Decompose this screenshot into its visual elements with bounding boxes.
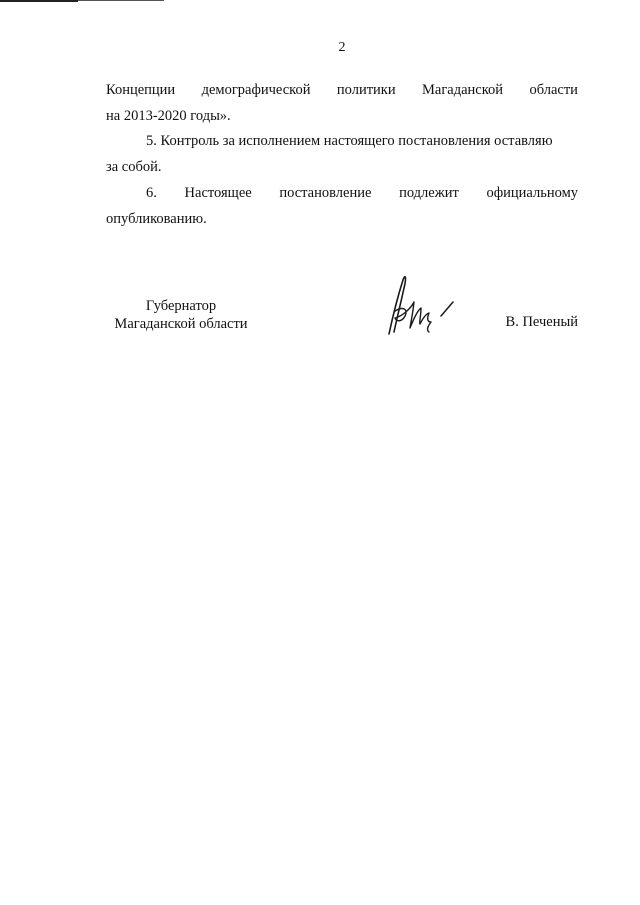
handwritten-signature (383, 272, 458, 338)
word: Настоящее (184, 185, 252, 201)
signer-name: В. Печеный (505, 314, 578, 330)
paragraph-concept (106, 77, 578, 129)
paragraph-publication-clause (106, 180, 578, 232)
paragraph-line: за собой. (106, 159, 162, 175)
word: подлежит (399, 185, 459, 201)
word: области (529, 82, 578, 98)
word: политики (336, 82, 396, 98)
word: постановление (279, 185, 372, 201)
word: Магаданской (422, 82, 504, 98)
paragraph-line (106, 180, 578, 206)
paragraph-line: на 2013-2020 годы». (106, 108, 231, 124)
header-rule (0, 0, 78, 2)
word: демографической (201, 82, 311, 98)
signatory-title (106, 297, 256, 333)
word: 6. (146, 185, 157, 201)
paragraph-line (106, 77, 578, 103)
word: официальному (486, 185, 578, 201)
header-rule-thin (78, 0, 164, 1)
signatory-title-line: Магаданской области (114, 316, 248, 332)
word: Концепции (106, 82, 176, 98)
paragraph-line: 5. Контроль за исполнением настоящего постановления оставляю (146, 133, 553, 149)
paragraph-control-clause (106, 128, 578, 180)
page-number: 2 (338, 40, 346, 55)
paragraph-line: опубликованию. (106, 211, 207, 227)
signatory-title-line: Губернатор (145, 298, 217, 314)
